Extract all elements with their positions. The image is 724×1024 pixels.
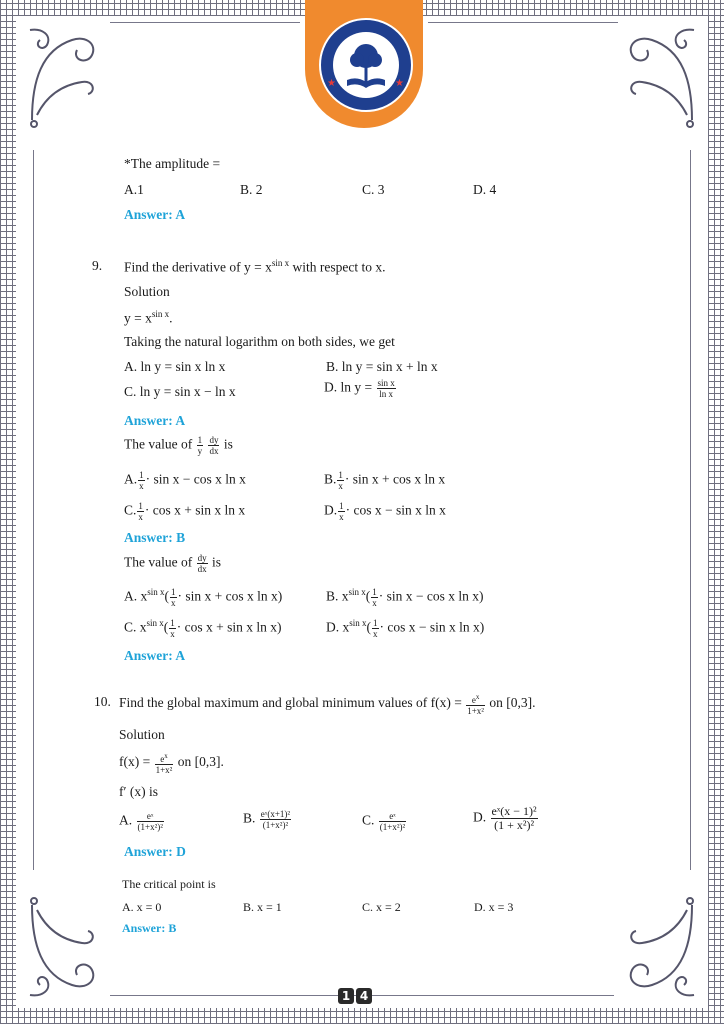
q9-number: 9. [92, 258, 103, 273]
inner-frame-top-right [428, 22, 618, 23]
corner-ornament-bottom-left [22, 895, 102, 1005]
q10-option-d: D. $\frac{\text{eˣ(x − 1)²}}{\text{(1 + x²)²}}$ [473, 804, 537, 832]
q9c-option-d: D. $x^{sin x}$( $\frac{1}{x}$ · cos x − sin x ln x) [326, 618, 485, 639]
q9c-answer: Answer: A [124, 648, 186, 663]
q9b-option-d: D. $\frac{1}{x}$ · cos x − sin x ln x [324, 501, 446, 522]
q10-prompt: Find the global maximum and global minimum values of f(x) = $\frac{e^x}{\text{1+x²}}$ on [0,3]. [119, 693, 536, 716]
q9a-option-a: A. ln y = sin x ln x [124, 359, 226, 374]
inner-frame-top-left [110, 22, 300, 23]
q10-derivative-label: f′ (x) is [119, 784, 158, 799]
q9-solution-label: Solution [124, 284, 170, 299]
page-border-left [0, 0, 16, 1024]
q8-option-b: B. 2 [240, 182, 263, 197]
logo-star-right: ★ [395, 78, 404, 89]
logo-star-left: ★ [327, 78, 336, 89]
q9b-prompt: The value of $\frac{1}{y}$ $\frac{dy}{dx}$ is [124, 435, 233, 456]
q10-option-c: C. $\frac{\text{eˣ}}{\text{(1+x²)²}}$ [362, 811, 406, 832]
q8-option-d: D. 4 [473, 182, 497, 197]
q10-answer: Answer: D [124, 844, 186, 859]
q9-solution-eq: $y = x^{sin x}$. [124, 309, 173, 326]
q10-critical-option-a: A. x = 0 [122, 900, 162, 914]
q9a-option-b: B. ln y = sin x + ln x [326, 359, 438, 374]
q9c-option-c: C. $x^{sin x}$( $\frac{1}{x}$ · cos x + sin x ln x) [124, 618, 282, 639]
q8-prompt: *The amplitude = [124, 156, 221, 171]
page-border-bottom [0, 1008, 724, 1024]
inner-frame-right [690, 150, 691, 870]
q9a-option-d: D. ln y = $\frac{\text{sin x}}{\text{ln x}}$ [324, 378, 395, 399]
q10-critical-option-b: B. x = 1 [243, 900, 282, 914]
q10-solution-label: Solution [119, 727, 165, 742]
q10-critical-label: The critical point is [122, 877, 216, 891]
q8-option-a: A.1 [124, 182, 144, 197]
q10-critical-option-c: C. x = 2 [362, 900, 401, 914]
header-logo-tab [305, 0, 423, 128]
q10-critical-option-d: D. x = 3 [474, 900, 514, 914]
page-border-right [708, 0, 724, 1024]
q10-critical-answer: Answer: B [122, 921, 177, 935]
page-number-digit-2: 4 [356, 988, 372, 1004]
q10-solution-eq: f(x) = $\frac{e^x}{\text{1+x²}}$ on [0,3]. [119, 752, 224, 775]
page-number-digit-1: 1 [338, 988, 354, 1004]
q8-option-c: C. 3 [362, 182, 385, 197]
q8-answer: Answer: A [124, 207, 186, 222]
q9c-option-b: B. $x^{sin x}$( $\frac{1}{x}$ · sin x − cos x ln x) [326, 587, 484, 608]
corner-ornament-bottom-right [622, 895, 702, 1005]
corner-ornament-top-left [22, 20, 102, 130]
q9c-prompt: The value of $\frac{dy}{dx}$ is [124, 553, 221, 574]
q9-log-text: Taking the natural logarithm on both sides, we get [124, 334, 395, 349]
q9a-option-c: C. ln y = sin x − ln x [124, 384, 236, 399]
q9b-answer: Answer: B [124, 530, 186, 545]
q10-option-a: A. $\frac{\text{eˣ}}{\text{(1+x²)²}}$ [119, 811, 163, 832]
q9b-option-b: B. $\frac{1}{x}$ · sin x + cos x ln x [324, 470, 446, 491]
q10-option-b: B. $\frac{\text{eˣ(x+1)²}}{\text{(1+x²)²}}$ [243, 809, 291, 830]
tree-book-icon [333, 32, 399, 98]
corner-ornament-top-right [622, 20, 702, 130]
logo-emblem [333, 32, 399, 98]
q9c-option-a: A. $x^{sin x}$( $\frac{1}{x}$ · sin x + cos x ln x) [124, 587, 283, 608]
school-logo [319, 18, 413, 112]
q10-number: 10. [94, 694, 111, 709]
q9b-option-c: C. $\frac{1}{x}$ · cos x + sin x ln x [124, 501, 246, 522]
inner-frame-left [33, 150, 34, 870]
q9b-option-a: A. $\frac{1}{x}$ · sin x − cos x ln x [124, 470, 246, 491]
q9a-answer: Answer: A [124, 413, 186, 428]
q9-prompt: Find the derivative of $y = x^{sin x}$ with respect to x. [124, 258, 386, 275]
